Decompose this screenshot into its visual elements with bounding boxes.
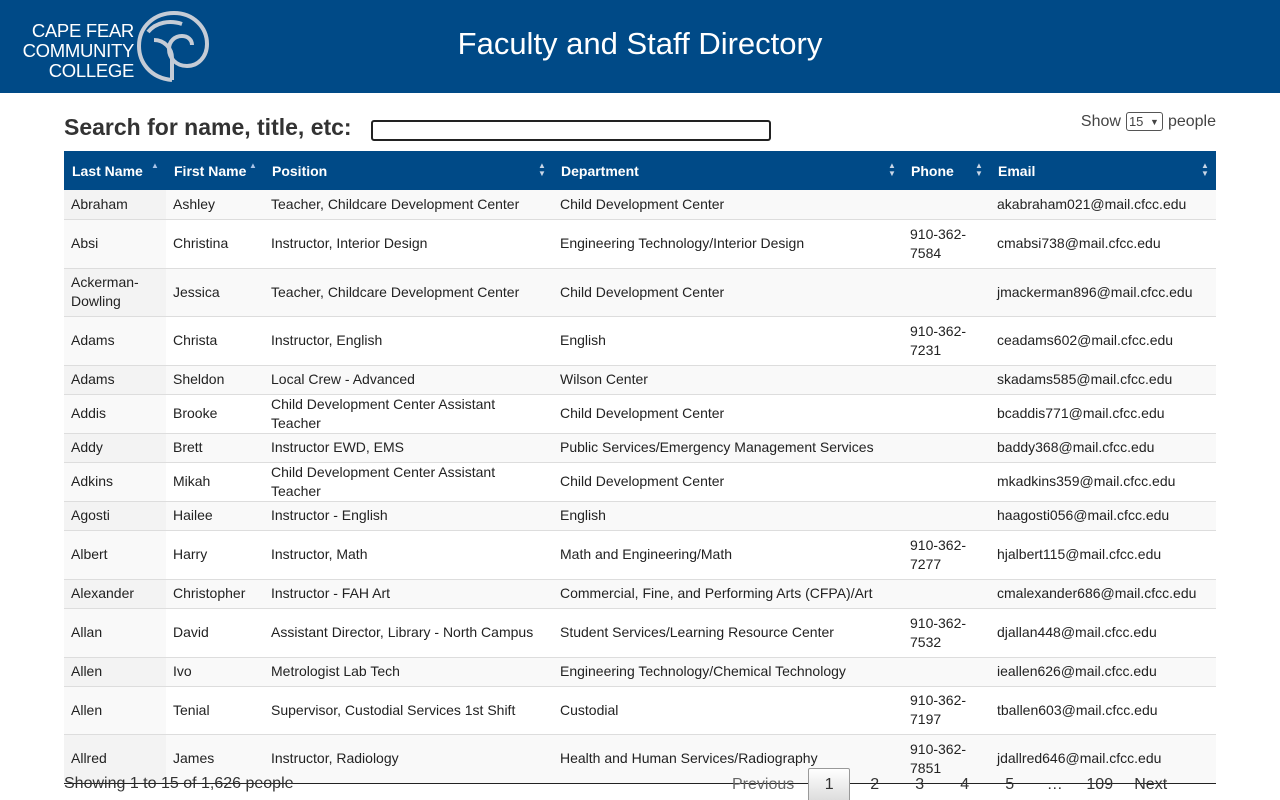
sort-both-icon: ▲ ▼ bbox=[538, 161, 546, 178]
cell-first-name: Christa bbox=[173, 332, 218, 348]
cell-first-name: David bbox=[173, 624, 209, 640]
cell-email[interactable]: hjalbert115@mail.cfcc.edu bbox=[997, 546, 1162, 562]
sort-both-icon: ▲ ▼ bbox=[975, 161, 983, 178]
chevron-down-icon: ▼ bbox=[1150, 116, 1159, 127]
cell-last-name: Allan bbox=[64, 608, 166, 657]
cell-position: Instructor - FAH Art bbox=[271, 585, 391, 601]
page-button[interactable]: 2 bbox=[870, 776, 880, 793]
cell-last-name: Allred bbox=[64, 734, 166, 783]
table-row bbox=[64, 657, 1216, 686]
cell-department: Math and Engineering/Math bbox=[560, 546, 732, 562]
cell-department: Engineering Technology/Chemical Technology bbox=[560, 663, 846, 679]
cell-position: Instructor - English bbox=[271, 507, 388, 523]
cell-last-name: Ackerman-Dowling bbox=[64, 268, 166, 316]
next-page-button[interactable]: Next bbox=[1134, 776, 1168, 793]
logo-line-3: COLLEGE bbox=[48, 60, 134, 81]
cell-email[interactable]: baddy368@mail.cfcc.edu bbox=[997, 439, 1155, 455]
cell-position: Instructor, Interior Design bbox=[271, 235, 428, 251]
search-label: Search for name, title, etc: bbox=[64, 114, 352, 140]
column-header-email[interactable]: Email ▲ ▼ bbox=[990, 151, 1216, 190]
cell-first-name: Brett bbox=[173, 439, 203, 455]
cell-position: Instructor, Math bbox=[271, 546, 368, 562]
table-header-row bbox=[64, 151, 1216, 190]
table-row bbox=[64, 608, 1216, 657]
cell-position: Supervisor, Custodial Services 1st Shift bbox=[271, 701, 516, 718]
cell-department: English bbox=[560, 507, 606, 523]
cell-position: Instructor, English bbox=[271, 332, 383, 348]
cell-last-name: Addis bbox=[64, 394, 166, 433]
cell-email[interactable]: jdallred646@mail.cfcc.edu bbox=[997, 750, 1162, 766]
cell-department: Engineering Technology/Interior Design bbox=[560, 235, 805, 251]
cell-department: Custodial bbox=[560, 701, 619, 718]
cell-last-name: Adkins bbox=[64, 462, 166, 501]
cell-last-name: Absi bbox=[64, 219, 166, 268]
cell-phone bbox=[903, 190, 990, 219]
cell-department: Child Development Center bbox=[560, 283, 725, 300]
cell-position: Teacher, Childcare Development Center bbox=[271, 283, 520, 300]
search-input[interactable] bbox=[371, 120, 771, 141]
cell-email[interactable]: ieallen626@mail.cfcc.edu bbox=[997, 663, 1157, 679]
cell-last-name: Agosti bbox=[64, 501, 166, 530]
cell-first-name: Harry bbox=[173, 546, 208, 562]
cell-first-name: James bbox=[173, 750, 215, 766]
table-row bbox=[64, 394, 1216, 433]
page-button[interactable]: 3 bbox=[915, 776, 925, 793]
cell-position: Assistant Director, Library - North Campus bbox=[271, 624, 534, 640]
cell-phone: 910-362-7851 bbox=[910, 740, 967, 776]
cell-phone bbox=[903, 579, 990, 608]
table-row bbox=[64, 501, 1216, 530]
table-row bbox=[64, 462, 1216, 501]
cell-position: Instructor EWD, EMS bbox=[271, 439, 405, 455]
show-suffix: people bbox=[1167, 112, 1216, 130]
cell-phone: 910-362-7197 bbox=[910, 692, 967, 727]
sort-ascending-icon: ▲ bbox=[151, 161, 159, 170]
cell-email[interactable]: jmackerman896@mail.cfcc.edu bbox=[997, 283, 1193, 300]
page-button[interactable]: 4 bbox=[960, 776, 970, 793]
cell-last-name: Abraham bbox=[64, 190, 166, 219]
cell-first-name: Christina bbox=[173, 235, 229, 251]
page-length-value: 15 bbox=[1128, 114, 1144, 129]
pagination bbox=[718, 768, 1179, 800]
cell-last-name: Adams bbox=[64, 365, 166, 394]
site-header bbox=[0, 0, 1280, 93]
cell-email[interactable]: haagosti056@mail.cfcc.edu bbox=[997, 507, 1170, 523]
cell-first-name: Ivo bbox=[173, 663, 192, 679]
cell-department: Student Services/Learning Resource Center bbox=[560, 624, 834, 640]
cell-phone bbox=[903, 394, 990, 433]
previous-page-button[interactable]: Previous bbox=[732, 776, 795, 793]
table-row bbox=[64, 268, 1216, 316]
table-row bbox=[64, 365, 1216, 394]
cell-first-name: Brooke bbox=[173, 405, 218, 421]
sort-ascending-icon: ▲ bbox=[249, 161, 257, 170]
page-button-current[interactable]: 1 bbox=[808, 768, 850, 800]
cell-first-name: Tenial bbox=[173, 701, 210, 718]
cell-phone bbox=[903, 657, 990, 686]
cell-first-name: Jessica bbox=[173, 283, 220, 300]
cell-phone bbox=[903, 433, 990, 462]
cell-position: Local Crew - Advanced bbox=[271, 371, 415, 387]
cell-last-name: Allen bbox=[64, 686, 166, 734]
table-row bbox=[64, 190, 1216, 219]
cell-phone bbox=[903, 501, 990, 530]
cell-department: Health and Human Services/Radiography bbox=[560, 750, 818, 766]
cell-last-name: Allen bbox=[64, 657, 166, 686]
pagination-ellipsis: … bbox=[1046, 776, 1063, 793]
cell-phone: 910-362-7277 bbox=[910, 536, 967, 572]
table-row bbox=[64, 530, 1216, 579]
column-header-last-name[interactable]: Last Name ▲ bbox=[64, 151, 166, 190]
page-title: Faculty and Staff Directory bbox=[457, 26, 823, 61]
column-header-position[interactable]: Position ▲ ▼ bbox=[264, 151, 553, 190]
table-row bbox=[64, 686, 1216, 734]
cell-email[interactable]: mkadkins359@mail.cfcc.edu bbox=[997, 473, 1176, 489]
cell-email[interactable]: djallan448@mail.cfcc.edu bbox=[997, 624, 1157, 640]
cell-position: Child Development Center Assistant Teacher bbox=[271, 463, 496, 499]
cell-department: English bbox=[560, 332, 606, 348]
table-info: Showing 1 to 15 of 1,626 people bbox=[64, 775, 294, 792]
cell-department: Wilson Center bbox=[560, 371, 648, 387]
cell-phone: 910-362-7532 bbox=[910, 614, 967, 650]
cell-department: Commercial, Fine, and Performing Arts (CFPA)/Art bbox=[560, 585, 873, 601]
page-button[interactable]: 5 bbox=[1005, 776, 1015, 793]
logo-line-1: CAPE FEAR bbox=[31, 20, 134, 41]
cell-email[interactable]: skadams585@mail.cfcc.edu bbox=[997, 371, 1173, 387]
cell-email[interactable]: akabraham021@mail.cfcc.edu bbox=[997, 195, 1187, 212]
cell-email[interactable]: tballen603@mail.cfcc.edu bbox=[997, 701, 1158, 718]
show-prefix: Show bbox=[1080, 112, 1121, 130]
cell-last-name: Addy bbox=[64, 433, 166, 462]
cell-department: Public Services/Emergency Management Services bbox=[560, 439, 874, 455]
sort-both-icon: ▲ ▼ bbox=[888, 161, 896, 178]
cell-department: Child Development Center bbox=[560, 195, 725, 212]
table-row bbox=[64, 316, 1216, 365]
cell-last-name: Alexander bbox=[64, 579, 166, 608]
sort-both-icon: ▲ ▼ bbox=[1201, 161, 1209, 178]
cell-position: Instructor, Radiology bbox=[271, 750, 399, 766]
cell-phone: 910-362-7231 bbox=[910, 322, 967, 358]
cell-email[interactable]: cmalexander686@mail.cfcc.edu bbox=[997, 585, 1197, 601]
cell-first-name: Christopher bbox=[173, 585, 246, 601]
cell-email[interactable]: cmabsi738@mail.cfcc.edu bbox=[997, 235, 1161, 251]
cell-last-name: Adams bbox=[64, 316, 166, 365]
cell-phone bbox=[903, 268, 990, 316]
cell-department: Child Development Center bbox=[560, 473, 725, 489]
cell-position: Teacher, Childcare Development Center bbox=[271, 195, 520, 212]
cell-first-name: Sheldon bbox=[173, 371, 225, 387]
directory-table bbox=[64, 151, 1216, 784]
cell-phone: 910-362-7584 bbox=[910, 225, 967, 261]
cell-email[interactable]: ceadams602@mail.cfcc.edu bbox=[997, 332, 1174, 348]
cell-position: Metrologist Lab Tech bbox=[271, 663, 400, 679]
cell-phone bbox=[903, 462, 990, 501]
table-row bbox=[64, 219, 1216, 268]
column-header-department[interactable]: Department ▲ ▼ bbox=[553, 151, 903, 190]
cell-first-name: Hailee bbox=[173, 507, 213, 523]
page-button-last[interactable]: 109 bbox=[1086, 776, 1114, 793]
cell-first-name: Ashley bbox=[173, 195, 216, 212]
page-length-select[interactable] bbox=[1126, 112, 1163, 131]
cell-last-name: Albert bbox=[64, 530, 166, 579]
cell-department: Child Development Center bbox=[560, 405, 725, 421]
table-row bbox=[64, 433, 1216, 462]
column-header-phone[interactable]: Phone ▲ ▼ bbox=[903, 151, 990, 190]
cell-first-name: Mikah bbox=[173, 473, 211, 489]
cell-email[interactable]: bcaddis771@mail.cfcc.edu bbox=[997, 405, 1165, 421]
cell-position: Child Development Center Assistant Teacher bbox=[271, 395, 496, 431]
logo-line-2: COMMUNITY bbox=[22, 40, 134, 61]
cell-phone bbox=[903, 365, 990, 394]
page-length-control bbox=[1081, 112, 1216, 131]
column-header-first-name[interactable]: First Name ▲ bbox=[166, 151, 264, 190]
table-row bbox=[64, 579, 1216, 608]
